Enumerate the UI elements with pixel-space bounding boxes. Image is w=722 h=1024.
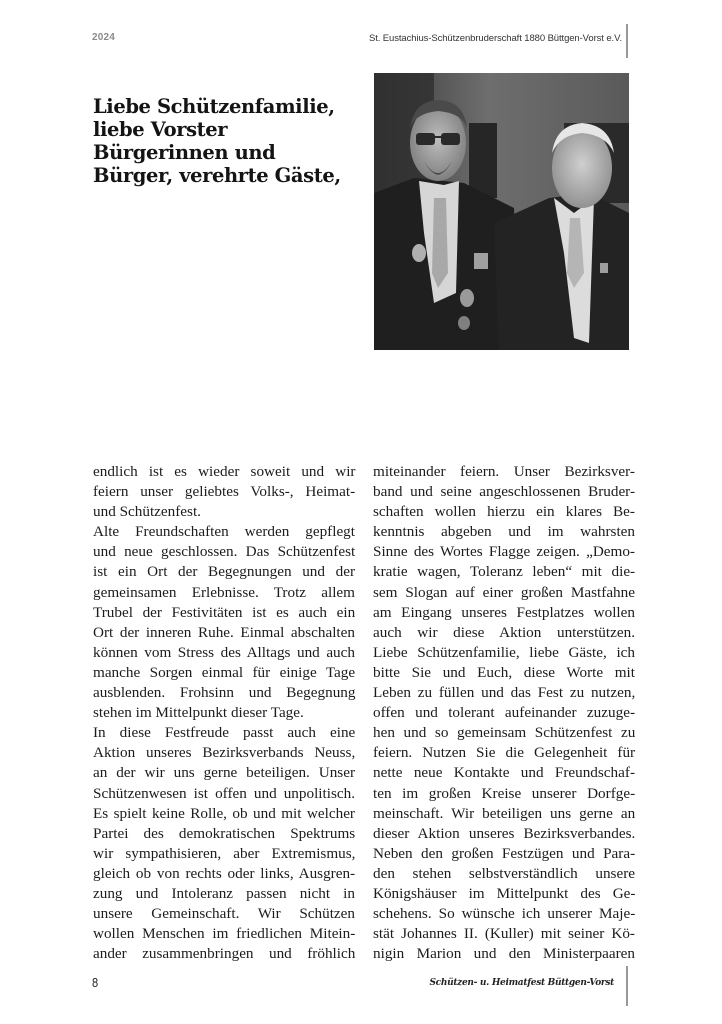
text-line: bitte Sie und Euch, diese Worte mit	[373, 663, 635, 681]
text-line: Es spielt keine Rolle, ob und mit welcher	[93, 804, 355, 822]
text-line: auch wir diese Aktion unterstützen.	[373, 623, 635, 641]
text-column-2	[373, 462, 635, 964]
text-line: ten im großen Kreise unserer Dorfge-	[373, 784, 636, 802]
text-line: In diese Festfreude passt auch eine	[93, 724, 356, 742]
paragraph	[93, 522, 355, 723]
text-line: ander zusammenbringen und fröhlich	[93, 945, 356, 963]
text-line: nette neue Kontakte und Freundschaf-	[373, 764, 635, 782]
photo-illustration	[374, 73, 629, 350]
page-number: 8	[92, 975, 99, 990]
text-line: wollen Menschen im friedlichen Mitein-	[93, 925, 356, 943]
text-line: Schützenwesen ist offen und unpolitisch.	[93, 784, 356, 802]
text-line: Aktion unseres Bezirksverbands Neuss,	[93, 744, 356, 762]
text-line: den stehen selbstverständlich unsere	[373, 864, 635, 882]
text-line: stehen im Mittelpunkt dieser Tage.	[93, 704, 304, 722]
text-line: manche Sorgen einmal für einige Tage	[93, 663, 356, 681]
text-line: nigin Marion und den Ministerpaaren	[373, 945, 635, 963]
text-line: Leben zu füllen und das Fest zu nutzen,	[373, 684, 636, 702]
footer-divider	[626, 966, 628, 1006]
text-line: schehens. So wünsche ich unserer Maje-	[373, 905, 636, 923]
headline	[93, 95, 353, 187]
text-line: Liebe Schützenfamilie, liebe Gäste, ich	[373, 643, 635, 661]
text-line: gemeinsamen Erlebnisse. Trotz allem	[93, 583, 355, 601]
headline-line: liebe Vorster	[93, 118, 228, 141]
footer-publication-title: Schützen- u. Heimatfest Büttgen-Vorst	[429, 978, 614, 988]
text-line: gleich ob von rechts oder links, Ausgren-	[93, 864, 356, 882]
headline-line: Bürgerinnen und	[93, 141, 276, 164]
text-line: Ort der inneren Ruhe. Einmal abschalten	[93, 623, 355, 641]
text-line: endlich ist es wieder soweit und wir	[93, 463, 356, 480]
text-line: kratie wagen, Toleranz leben“ mit die-	[373, 563, 636, 581]
text-line: unsere Gemeinschaft. Wir Schützen	[93, 905, 355, 923]
text-line: können vom Stress des Alltags und auch	[93, 643, 355, 661]
text-column-1	[93, 462, 355, 964]
text-line: meinschaft. Wir beteiligen uns gerne an	[373, 804, 636, 822]
portrait-photo	[374, 73, 629, 350]
text-line: Königshäuser im Mittelpunkt des Ge-	[373, 884, 636, 902]
text-line: band und seine angeschlossenen Bruder-	[373, 483, 635, 501]
paragraph	[93, 723, 355, 964]
text-line: wir sympathisieren, aber Extremismus,	[93, 844, 356, 862]
text-line: ausblenden. Frohsinn und Begegnung	[93, 684, 356, 702]
text-line: feiern. Nutzen Sie die Gelegenheit für	[373, 744, 636, 762]
text-line: zung und Intoleranz passen nicht in	[93, 884, 355, 902]
text-line: Alte Freundschaften werden gepflegt	[93, 523, 355, 541]
text-line: Sinne des Wortes Flagge zeigen. „Demo-	[373, 543, 635, 561]
text-line: am Eingang unseres Festplatzes wollen	[373, 603, 635, 621]
text-line: kenntnis abgeben und im wahrsten	[373, 523, 635, 541]
text-line: dieser Aktion unseres Bezirksverbandes.	[373, 824, 636, 842]
text-line: feiern unser geliebtes Volks-, Heimat-	[93, 483, 356, 501]
text-line: offen und tolerant aufeinander zuzuge-	[373, 704, 635, 722]
text-line: Trubel der Festivitäten ist es auch ein	[93, 603, 356, 621]
headline-line: Liebe Schützenfamilie,	[93, 95, 335, 118]
text-line: stät Johannes II. (Kuller) mit seiner Kö-	[373, 925, 635, 943]
text-line: und Schützenfest.	[93, 503, 201, 521]
header-organization: St. Eustachius-Schützenbruderschaft 1880 Büttgen-Vorst e.V.	[368, 33, 622, 44]
text-line: hen und so gemeinsam Schützenfest zu	[373, 724, 636, 742]
text-line: Neben den großen Festzügen und Para-	[373, 844, 636, 862]
text-line: Partei des demokratischen Spektrums	[93, 824, 356, 842]
text-line: und neue geschlossen. Das Schützenfest	[93, 543, 356, 561]
text-line: schaften wollen hierzu ein klares Be-	[373, 503, 635, 521]
text-line: an der wir uns gerne beteiligen. Unser	[93, 764, 355, 782]
text-line: sem Slogan auf einer großen Mastfahne	[373, 583, 635, 601]
headline-line: Bürger, verehrte Gäste,	[93, 164, 341, 187]
paragraph	[93, 462, 355, 522]
header-year: 2024	[92, 32, 116, 43]
header-divider	[626, 24, 628, 58]
paragraph	[373, 462, 635, 964]
text-line: miteinander feiern. Unser Bezirksver-	[373, 463, 635, 480]
text-line: ist ein Ort der Begegnungen und der	[93, 563, 356, 581]
